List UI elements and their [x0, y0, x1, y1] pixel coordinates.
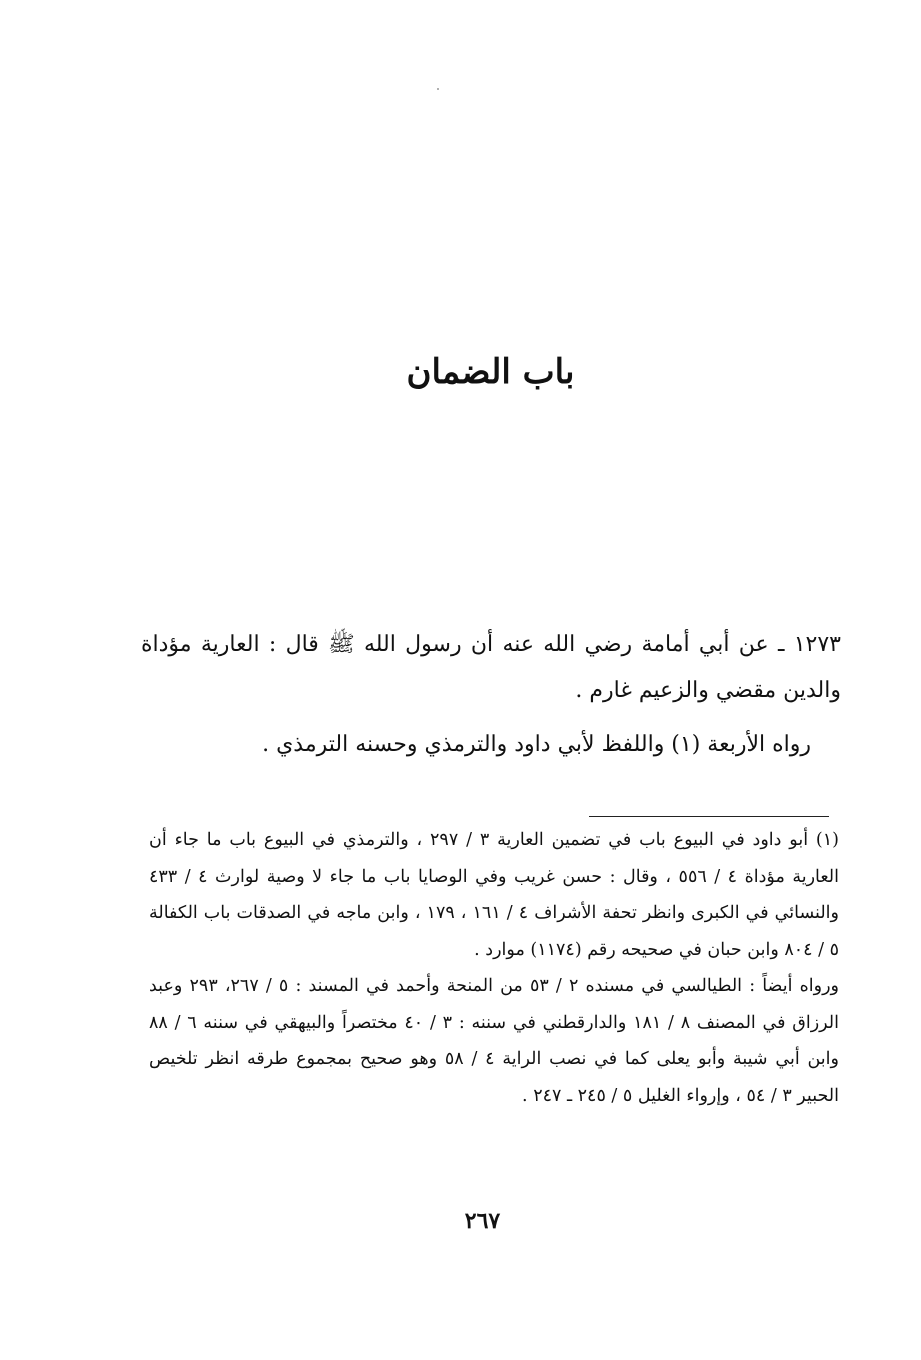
footnote-1: (١) أبو داود في البيوع باب في تضمين العارية ٣ / ٢٩٧ ، والترمذي في البيوع باب ما جاء أن العارية مؤداة ٤ / ٥٥٦ ، وقال : حسن غريب وفي الوصايا باب ما جاء لا وصية لوارث ٤ / ٤٣٣ والنسائي في الكبرى وانظر تحفة الأشراف ٤ / ١٦١ ، ١٧٩ ، وابن ماجه في الصدقات باب الكفالة ٥ / ٨٠٤ وابن حبان في صحيحه رقم (١١٧٤) موارد . [149, 830, 839, 960]
narration-text: رواه الأربعة (١) واللفظ لأبي داود والترمذي وحسنه الترمذي . [262, 732, 811, 757]
footnote-separator [589, 816, 829, 817]
footnotes [149, 822, 839, 1114]
chapter-title: باب الضمان [406, 352, 575, 392]
scan-speck [437, 88, 439, 90]
hadith-text: ١٢٧٣ ـ عن أبي أمامة رضي الله عنه أن رسول الله ﷺ قال : العارية مؤداة والدين مقضي والزعيم غارم . [141, 632, 841, 703]
page-number: ٢٦٧ [464, 1208, 501, 1234]
footnote-continuation: ورواه أيضاً : الطيالسي في مسنده ٢ / ٥٣ من المنحة وأحمد في المسند : ٥ / ٢٦٧، ٢٩٣ وعبد الرزاق في المصنف ٨ / ١٨١ والدارقطني في سننه : ٣ / ٤٠ مختصراً والبيهقي في سننه ٦ / ٨٨ وابن أبي شيبة وأبو يعلى كما في نصب الراية ٤ / ٥٨ وهو صحيح بمجموع طرقه انظر تلخيص الحبير ٣ / ٥٤ ، وإرواء الغليل ٥ / ٢٤٥ ـ ٢٤٧ . [149, 976, 839, 1106]
